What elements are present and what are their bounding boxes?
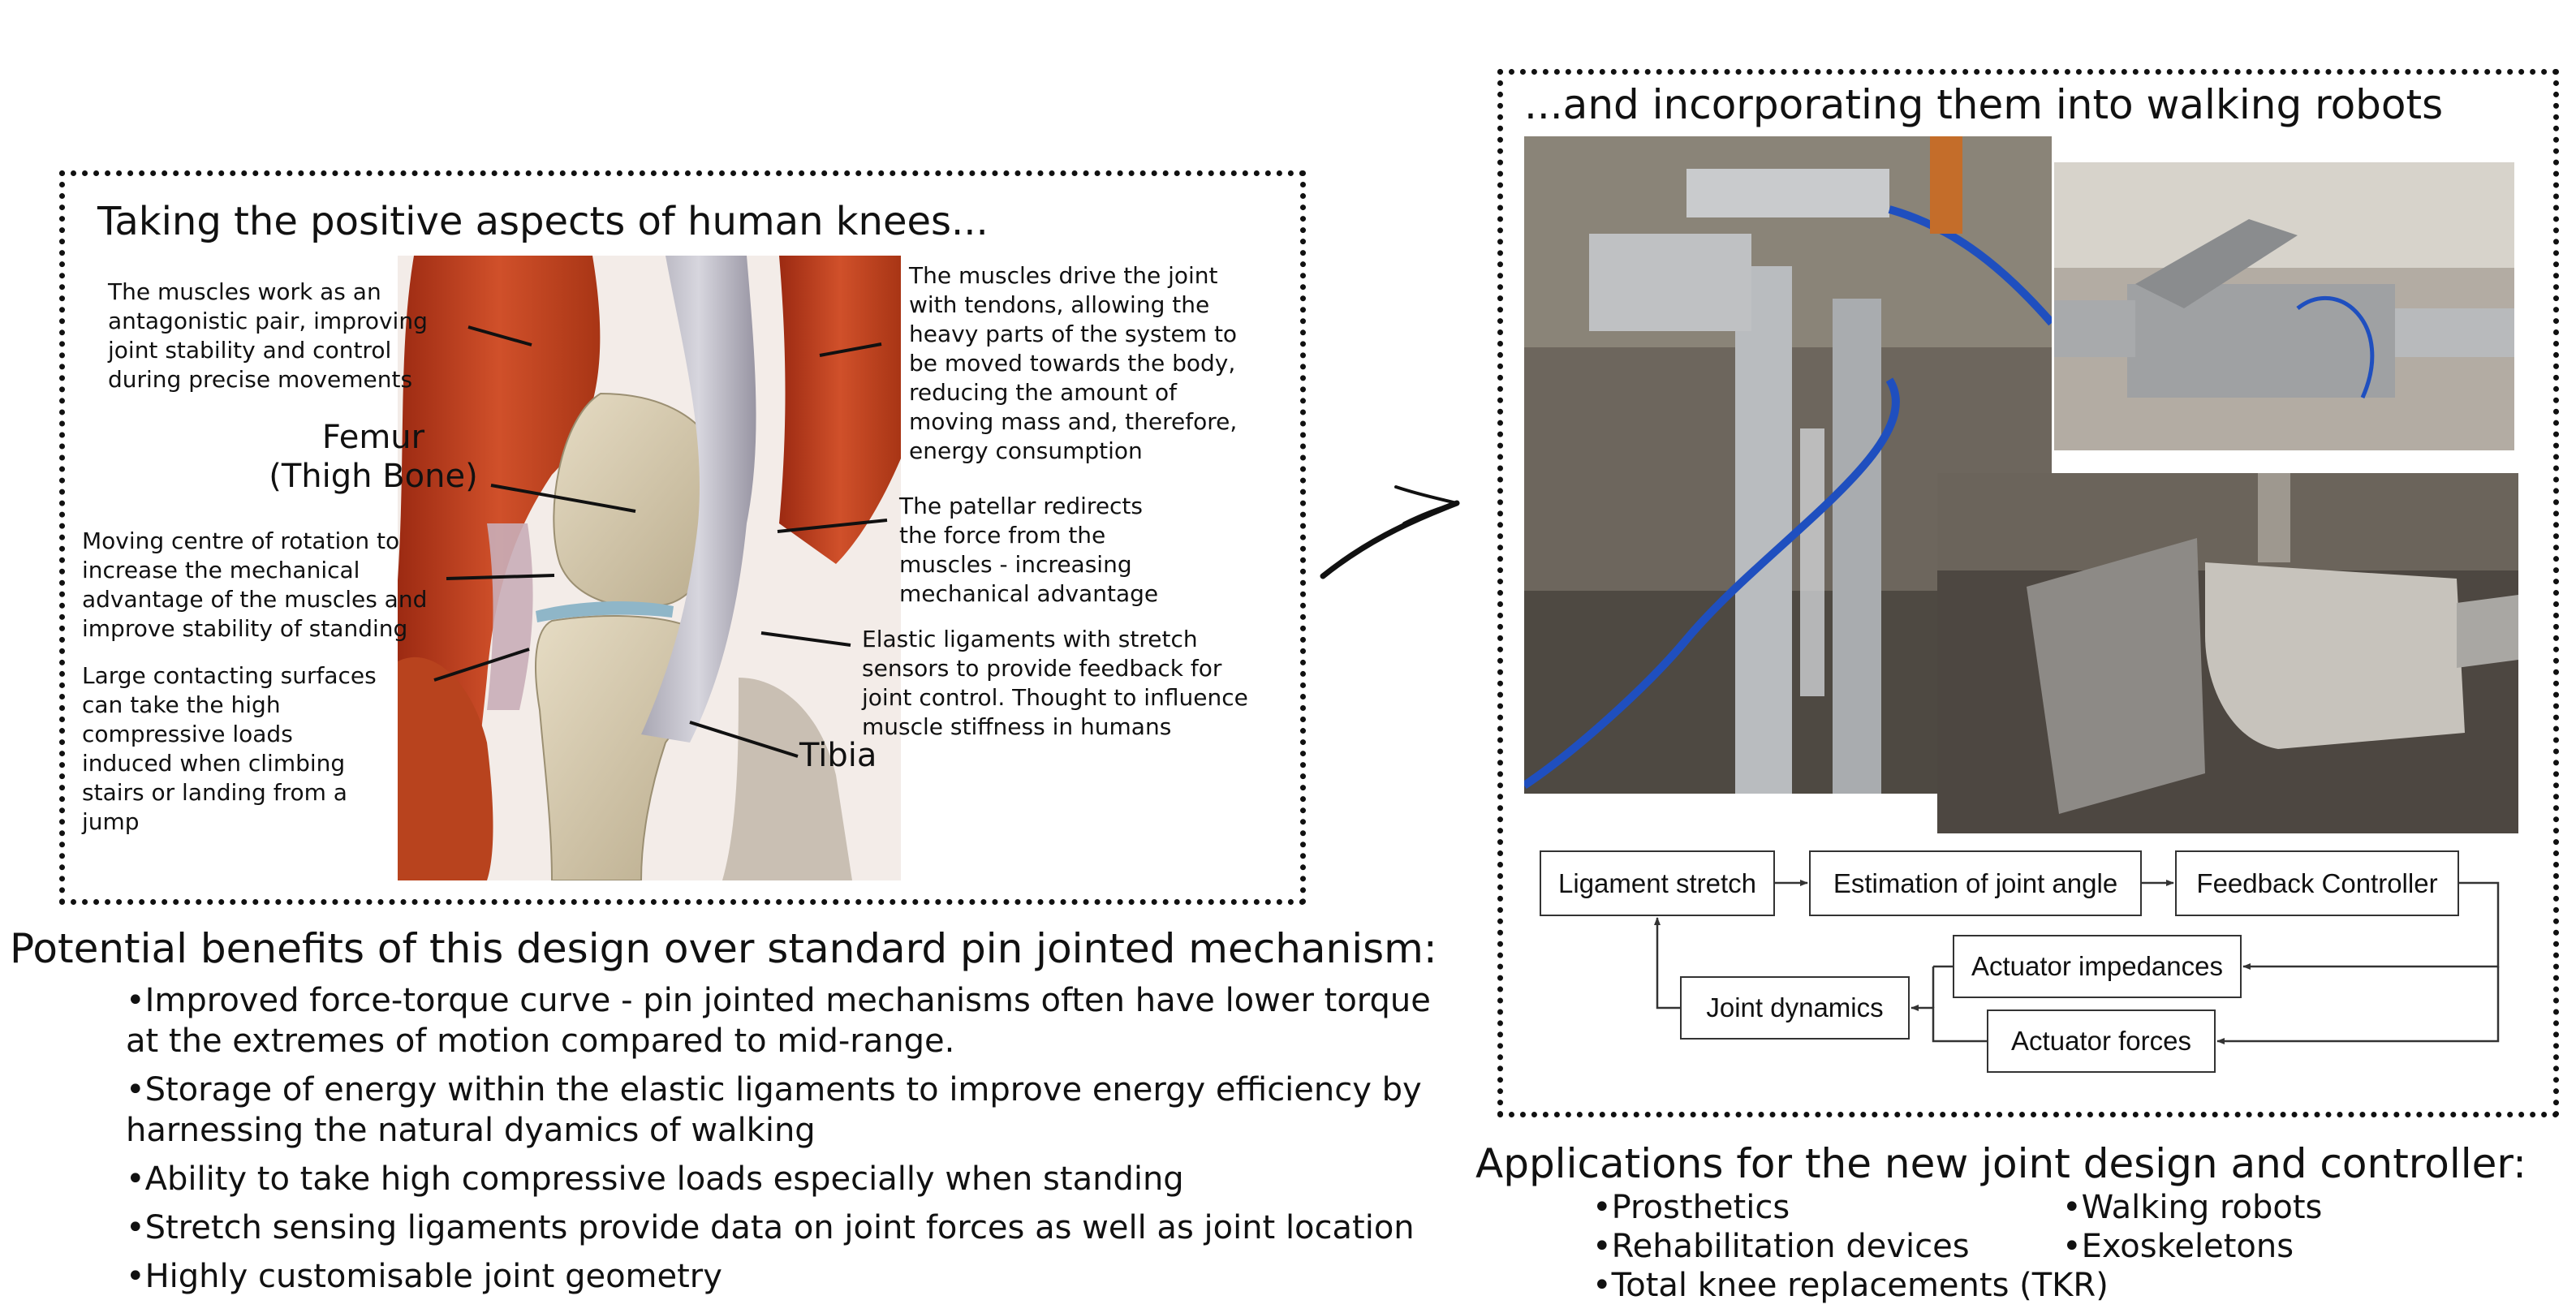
- annotation-tibia: Tibia: [799, 737, 877, 774]
- application-item: •Rehabilitation devices: [1592, 1228, 1970, 1265]
- ligament-stretch-box: Ligament stretch: [1540, 850, 1775, 916]
- application-item: •Total knee replacements (TKR): [1592, 1267, 2109, 1304]
- arrow-dynamics-to-ligament: [1657, 918, 1680, 1008]
- arrow-forces-to-dynamics: [1911, 1008, 1987, 1041]
- benefit-item: •Improved force-torque curve - pin jointed mechanisms often have lower torque at the extremes of motion compared to mid-range.: [126, 982, 1431, 1060]
- benefits-title: Potential benefits of this design over standard pin jointed mechanism:: [10, 925, 1437, 972]
- benefit-item: •Storage of energy within the elastic ligaments to improve energy efficiency by harnessing the natural dyamics of walking: [126, 1071, 1422, 1149]
- benefit-item: •Highly customisable joint geometry: [126, 1258, 722, 1295]
- annotation-ligaments: Elastic ligaments with stretch sensors to provide feedback for joint control. Thought to influence muscle stiffness in humans: [862, 626, 1248, 740]
- applications-col-2: [2062, 1189, 2322, 1267]
- benefit-item: •Ability to take high compressive loads especially when standing: [126, 1160, 1184, 1198]
- left-panel-title: Taking the positive aspects of human knees...: [97, 199, 989, 244]
- actuator-impedances-box: Actuator impedances: [1953, 935, 2242, 998]
- annotation-patellar: The patellar redirects the force from the muscles - increasing mechanical advantage: [899, 493, 1159, 607]
- joint-dynamics-box: Joint dynamics: [1680, 976, 1910, 1040]
- annotation-contacting-surfaces: Large contacting surfaces can take the high compressive loads induced when climbing stairs or landing from a jump: [82, 662, 377, 835]
- annotation-moving-centre: Moving centre of rotation to increase the mechanical advantage of the muscles and improve stability of standing: [82, 527, 428, 642]
- benefit-item: •Stretch sensing ligaments provide data on joint forces as well as joint location: [126, 1209, 1415, 1246]
- arrow-feedback-to-forces: [2217, 966, 2498, 1041]
- applications-title: Applications for the new joint design and controller:: [1475, 1140, 2526, 1187]
- right-panel-title: ...and incorporating them into walking robots: [1524, 81, 2444, 128]
- arrow-feedback-to-impedances: [2243, 883, 2498, 966]
- application-item: •Walking robots: [2062, 1189, 2323, 1226]
- feedback-controller-box: Feedback Controller: [2175, 850, 2459, 916]
- estimation-box: Estimation of joint angle: [1809, 850, 2142, 916]
- annotation-muscles-pair: The muscles work as an antagonistic pair, improving joint stability and control during precise movements: [108, 278, 428, 393]
- annotation-tendons: The muscles drive the joint with tendons, allowing the heavy parts of the system to be moved towards the body, reducing the amount of moving mass and, therefore, energy consumption: [909, 262, 1238, 464]
- applications-col-1: [1592, 1189, 2109, 1306]
- actuator-forces-box: Actuator forces: [1987, 1010, 2216, 1073]
- annotation-femur: Femur (Thigh Bone): [269, 419, 478, 495]
- application-item: •Exoskeletons: [2062, 1228, 2294, 1265]
- application-item: •Prosthetics: [1592, 1189, 1790, 1226]
